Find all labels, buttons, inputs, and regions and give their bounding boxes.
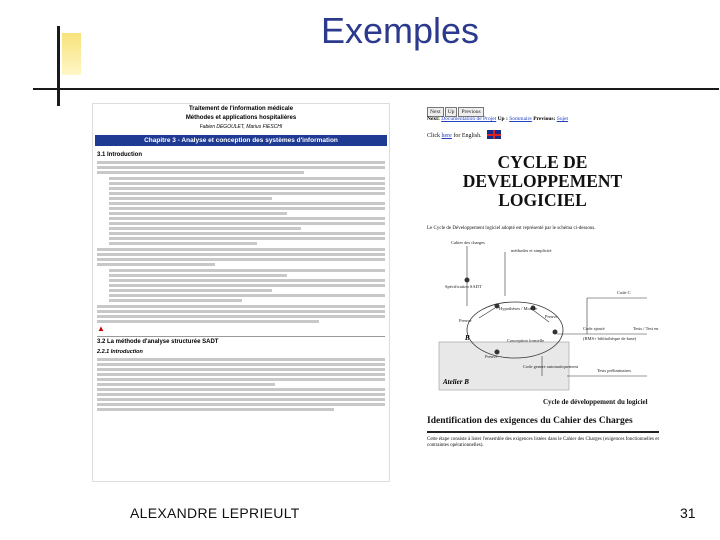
nav-up-button: Up	[445, 107, 458, 117]
left-doc-section-1: 3.1 Introduction	[97, 152, 142, 158]
left-doc-section-2: 3.2 La méthode d'analyse structurée SADT	[97, 336, 385, 345]
red-triangle-icon: ▲	[97, 324, 105, 333]
left-doc-header-1: Traitement de l'information médicale	[188, 106, 294, 112]
nav-previous-button: Previous	[458, 107, 483, 117]
footer-author: ALEXANDRE LEPRIEULT	[130, 505, 300, 521]
label-conception: Conception formelle	[507, 338, 545, 343]
label-bibliotheque: (BMS+ bibliothèque de base)	[583, 336, 637, 341]
slide-title: Exemples	[320, 10, 480, 51]
identification-text: Cette étape consiste à lister l'ensemble des exigences listées dans le Cahier des Charges (exigences fonctionnelles et contraintes opérationnelles).	[427, 437, 659, 448]
label-atelier-b: Atelier B	[443, 378, 469, 386]
decorative-yellow-block	[62, 33, 81, 75]
left-doc-authors: Fabien DEGOULET, Marius FIESCHI	[199, 124, 283, 130]
label-specif: Spécification SADT	[445, 284, 482, 289]
label-preuve-left: Preuve	[459, 318, 472, 323]
left-document-image	[92, 103, 390, 482]
left-doc-paragraph-3	[93, 305, 389, 323]
label-code-c: Code C	[617, 290, 631, 295]
label-cahier: Cahier des charges	[451, 240, 485, 245]
cycle-title: CYCLE DE DEVELOPPEMENT LOGICIEL	[462, 152, 623, 210]
label-code-genere: Code genere automatiquement	[523, 364, 578, 369]
nav-next-button: Next	[427, 107, 444, 117]
label-methodes: méthodes et simplicité	[511, 248, 552, 253]
left-doc-bullets	[93, 177, 389, 245]
nav-up-link: Sommaire	[509, 116, 532, 122]
left-doc-paragraph-2	[93, 248, 389, 266]
page-number: 31	[680, 505, 696, 521]
caption-identification: Identification des exigences du Cahier des Charges	[427, 416, 633, 426]
label-code-ajoute: Code ajouté	[583, 326, 605, 331]
label-preuve-right: Preuve	[545, 314, 558, 319]
caption-underline	[427, 431, 659, 433]
left-doc-bullets-2	[93, 269, 389, 302]
decorative-vertical-line	[57, 26, 60, 106]
caption-cycle: Cycle de développement du logiciel	[543, 398, 648, 406]
label-hypotheses: Hypothèses / Modèle	[499, 306, 538, 311]
left-doc-paragraph	[93, 161, 389, 174]
decorative-horizontal-line	[33, 88, 719, 90]
label-tests-preliminaires: Tests préliminaires	[597, 368, 632, 373]
left-doc-subsection: 2.2.1 Introduction	[97, 349, 143, 355]
label-preuve-bottom: Preuve	[485, 354, 498, 359]
nav-previous-link: Sujet	[556, 116, 569, 122]
uk-flag-icon	[487, 130, 501, 139]
english-link: here	[441, 133, 452, 139]
left-doc-header-2: Méthodes et applications hospitalières	[185, 115, 297, 121]
left-doc-chapter-bar: Chapitre 3 - Analyse et conception des systèmes d'information	[95, 135, 387, 146]
label-b: B	[465, 334, 470, 342]
english-link-line: Click here for English.	[427, 133, 482, 139]
figure-intro: Le Cycle de Développement logiciel adopté est représenté par le schéma ci-dessous.	[427, 226, 596, 231]
label-tests: Tests / Test en	[633, 326, 659, 331]
left-doc-paragraph-4	[93, 358, 389, 411]
nav-next-link: Documentation de Projet	[441, 116, 497, 122]
right-document-image	[423, 103, 663, 479]
nav-links: Next: Documentation de Projet Up : Sommaire Previous: Sujet	[427, 116, 569, 122]
development-cycle-diagram	[437, 238, 659, 393]
